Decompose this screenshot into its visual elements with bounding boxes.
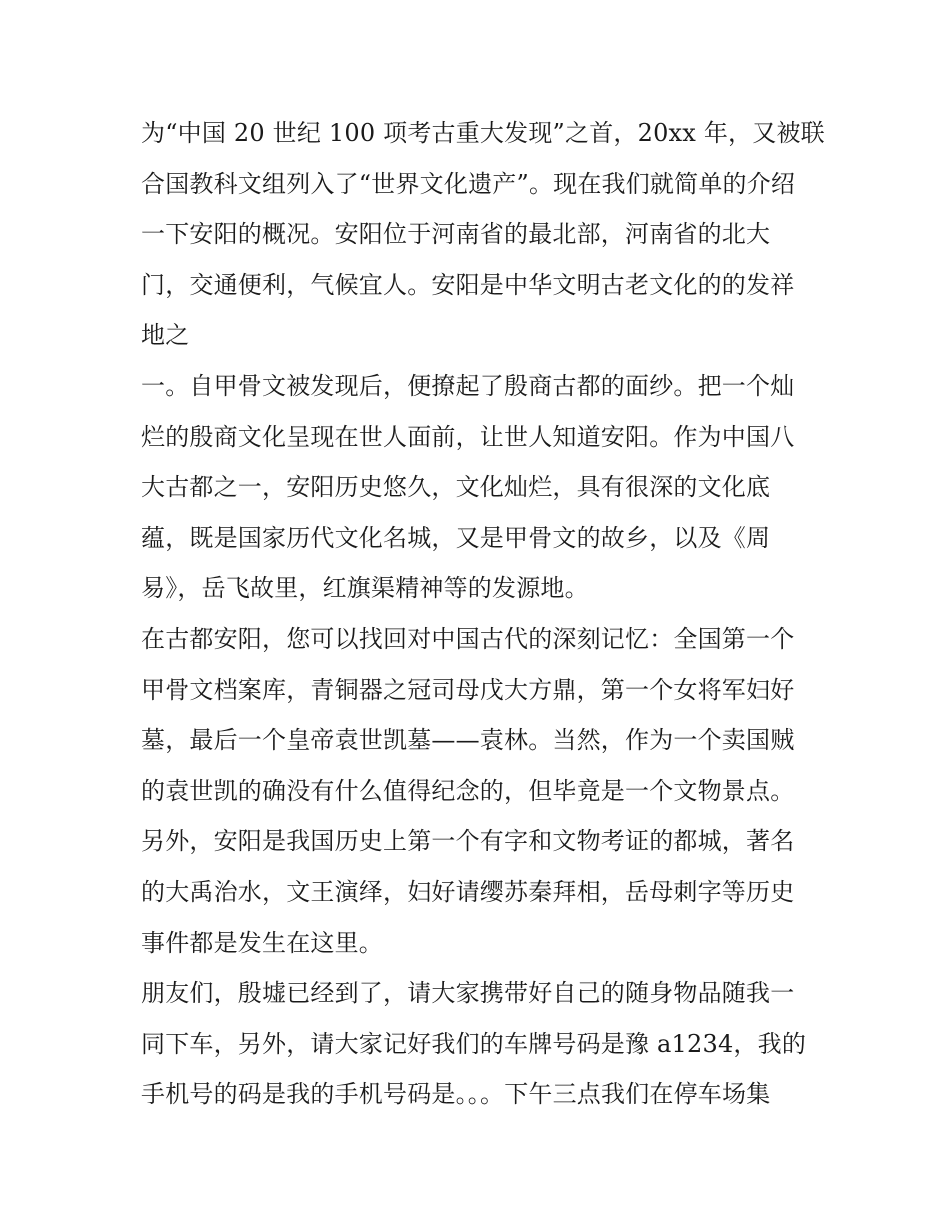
- text-line: 蕴，既是国家历代文化名城，又是甲骨文的故乡，以及《周: [141, 523, 771, 552]
- text-line: 一下安阳的概况。安阳位于河南省的最北部，河南省的北大: [141, 220, 771, 249]
- text-line: 地之: [141, 321, 190, 350]
- text-line: 的袁世凯的确没有什么值得纪念的，但毕竟是一个文物景点。: [141, 776, 795, 805]
- text-line: 朋友们，殷墟已经到了，请大家携带好自己的随身物品随我一: [141, 979, 795, 1008]
- text-line: 烂的殷商文化呈现在世人面前，让世人知道安阳。作为中国八: [141, 422, 795, 451]
- text-line: 事件都是发生在这里。: [141, 928, 383, 957]
- text-line: 同下车，另外，请大家记好我们的车牌号码是豫 a1234，我的: [141, 1029, 807, 1058]
- body-text: [141, 108, 825, 1120]
- text-line: 的大禹治水，文王演绎，妇好请缨苏秦拜相，岳母刺字等历史: [141, 877, 795, 906]
- text-line: 大古都之一，安阳历史悠久，文化灿烂，具有很深的文化底: [141, 473, 771, 502]
- text-line: 合国教科文组列入了“世界文化遗产”。现在我们就简单的介绍: [141, 169, 796, 198]
- text-line: 甲骨文档案库，青铜器之冠司母戊大方鼎，第一个女将军妇好: [141, 675, 795, 704]
- text-line: 另外，安阳是我国历史上第一个有字和文物考证的都城，著名: [141, 827, 795, 856]
- text-line: 易》，岳飞故里，红旗渠精神等的发源地。: [141, 574, 589, 603]
- text-line: 为“中国 20 世纪 100 项考古重大发现”之首，20xx 年，又被联: [141, 119, 825, 147]
- text-line: 门，交通便利，气候宜人。安阳是中华文明古老文化的的发祥: [141, 270, 795, 299]
- text-line: 墓，最后一个皇帝袁世凯墓——袁林。当然，作为一个卖国贼: [141, 726, 795, 755]
- text-line: 在古都安阳，您可以找回对中国古代的深刻记忆：全国第一个: [141, 624, 795, 653]
- text-line: 手机号的码是我的手机号码是。。。下午三点我们在停车场集: [141, 1080, 771, 1109]
- text-line: 一。自甲骨文被发现后，便撩起了殷商古都的面纱。把一个灿: [141, 371, 795, 400]
